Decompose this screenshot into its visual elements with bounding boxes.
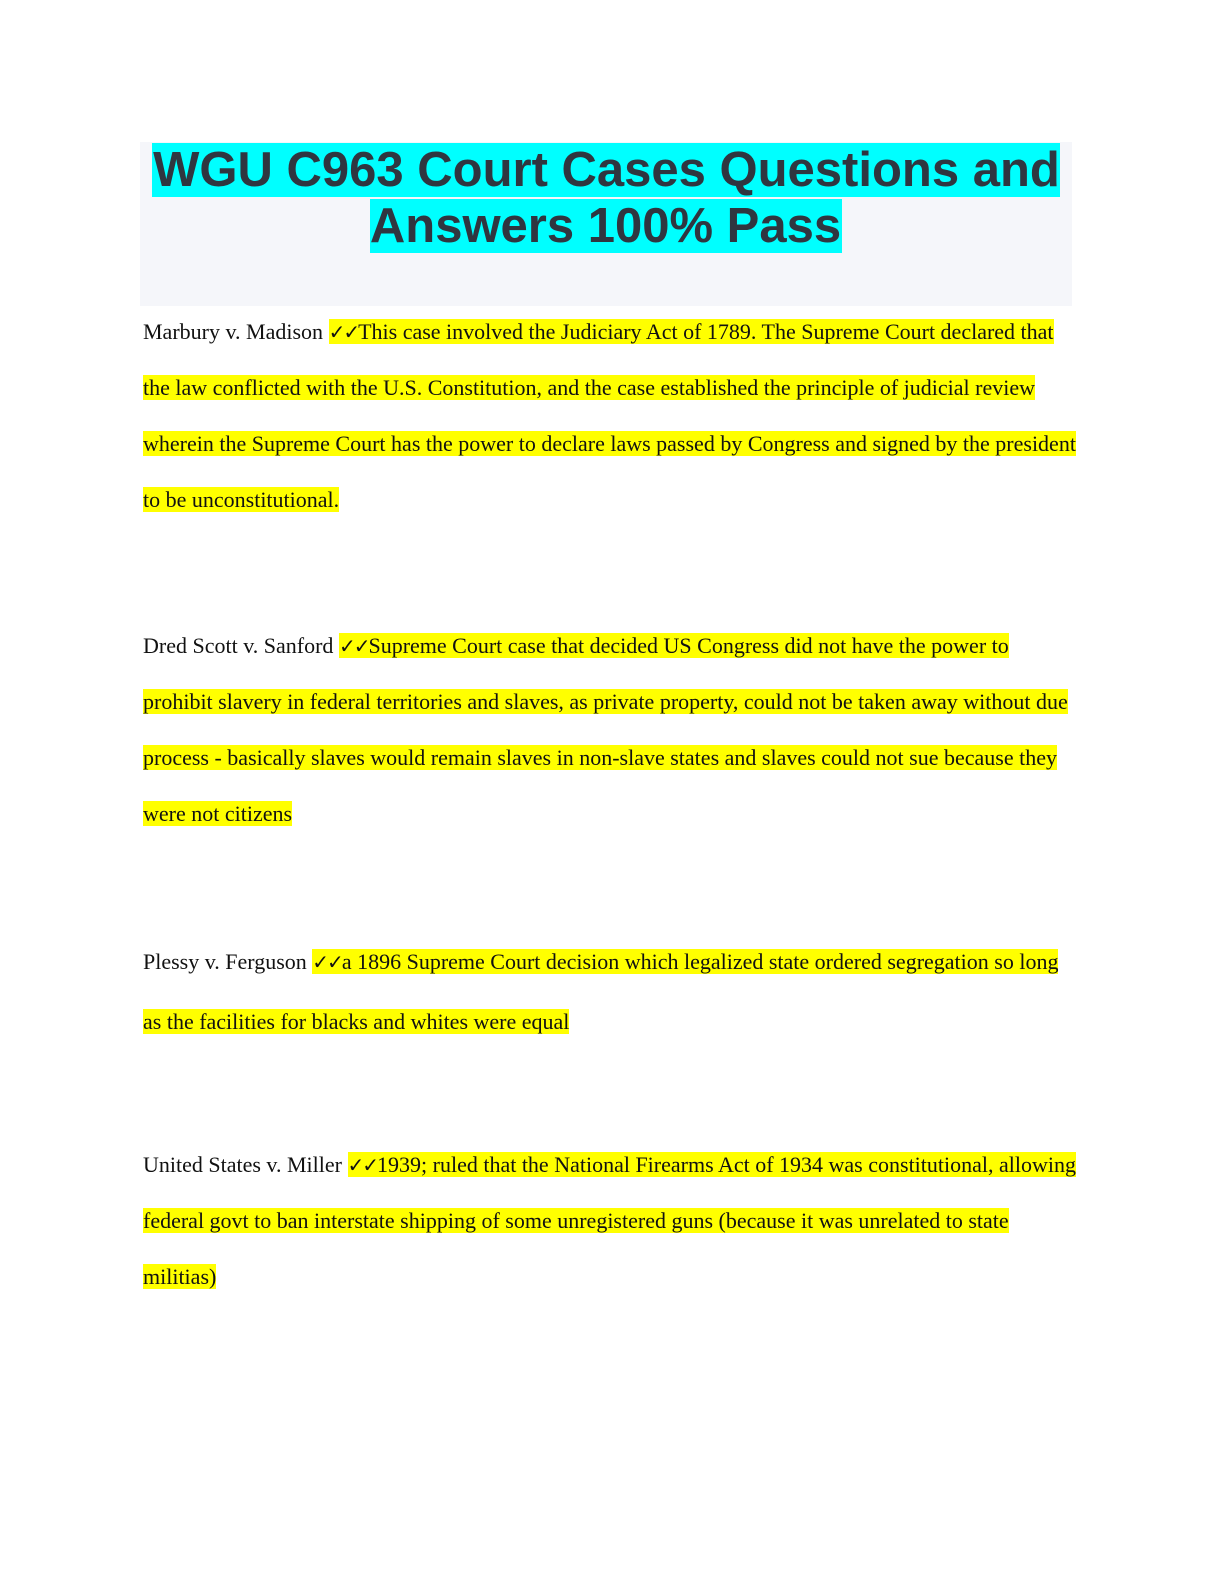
qa-entry-marbury-v-madison [143,304,1078,528]
qa-entry-united-states-v-miller [143,1137,1078,1305]
case-answer-text: This case involved the Judiciary Act of 1789. The Supreme Court declared that the law conflicted with the U.S. Constitution, and the case established the principle of judicial review wherein the Supreme Court has the power to declare laws passed by Congress and signed by the president to be unconstitutional. [143,319,1076,512]
case-name: Dred Scott v. Sanford [143,633,334,658]
case-name: Marbury v. Madison [143,319,324,344]
double-check-icon: ✓✓ [312,950,342,974]
qa-entry-dred-scott-v-sanford [143,618,1078,842]
case-answer [143,319,1076,512]
qa-entry-plessy-v-ferguson [143,932,1078,1051]
double-check-icon: ✓✓ [347,1153,378,1177]
double-check-icon: ✓✓ [338,634,369,658]
case-answer [143,633,1068,826]
case-answer-text: 1939; ruled that the National Firearms Act of 1934 was constitutional, allowing federal govt to ban interstate shipping of some unregistered guns (because it was unrelated to state militias) [143,1152,1076,1289]
document-title-text: WGU C963 Court Cases Questions and Answers 100% Pass [153,143,1060,253]
case-answer-text: Supreme Court case that decided US Congress did not have the power to prohibit slavery in federal territories and slaves, as private property, could not be taken away without due process - basically slaves would remain slaves in non-slave states and slaves could not sue because they were not citizens [143,633,1068,826]
document-title [140,142,1072,254]
case-answer-text: a 1896 Supreme Court decision which legalized state ordered segregation so long as the facilities for blacks and whites were equal [143,949,1059,1034]
case-name: Plessy v. Ferguson [143,949,307,974]
double-check-icon: ✓✓ [328,320,359,344]
case-name: United States v. Miller [143,1152,342,1177]
